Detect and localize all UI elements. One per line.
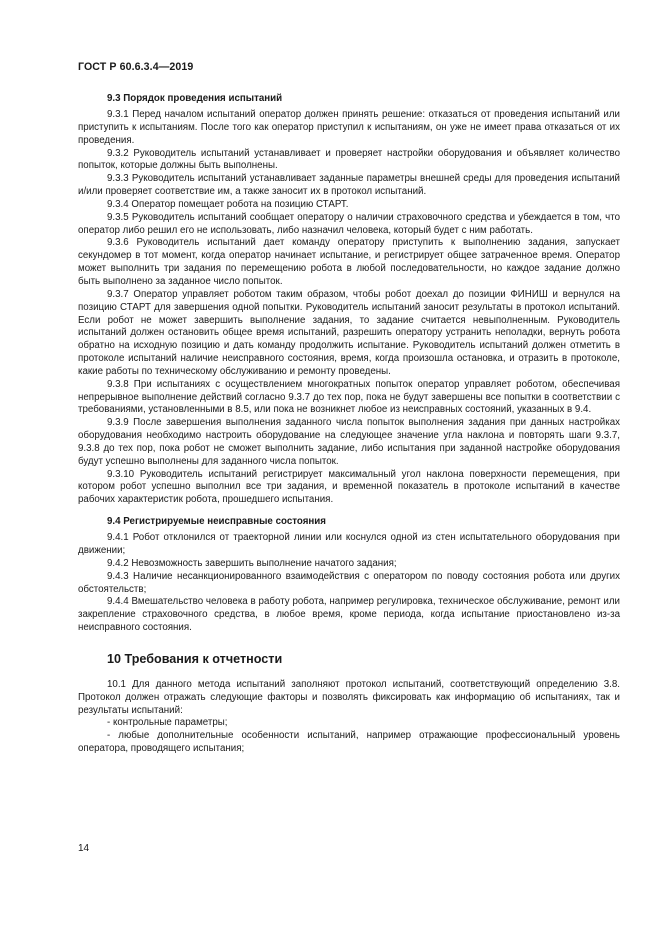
paragraph-9-3-5: 9.3.5 Руководитель испытаний сообщает оператору о наличии страховочного средства и убеждается в том, что оператор либо решил его не использовать, либо назначил человека, который будет с ним работать. (78, 211, 620, 236)
paragraph-9-3-10: 9.3.10 Руководитель испытаний регистрирует максимальный угол наклона поверхности перемещения, при котором робот успешно выполнил все три задания, и временной показатель в протоколе испытаний в качестве рабочих характеристик робота, прошедшего испытания. (78, 468, 620, 506)
document-header: ГОСТ Р 60.6.3.4—2019 (78, 61, 194, 73)
paragraph-9-3-7: 9.3.7 Оператор управляет роботом таким образом, чтобы робот доехал до позиции ФИНИШ и вернулся на позицию СТАРТ для завершения одной попытки. Руководитель испытаний заносит результаты в протокол испытаний. Если робот не может завершить выполнение задания, то задание считается невыполненным. Руководитель испытаний должен остановить общее время испытаний, разрешить оператору устранить неполадки, вернуть робота обратно на исходную позицию и дать команду продолжить испытание. Руководитель испытаний должен отметить в протоколе испытаний наличие неисправного состояния, время, когда произошла остановка, и отразить в протоколе, какие работы по техническому обслуживанию и ремонту проведены. (78, 288, 620, 377)
paragraph-9-3-3: 9.3.3 Руководитель испытаний устанавливает заданные параметры внешней среды для проведения испытаний и/или проверяет соответствие им, а также заносит их в протокол испытаний. (78, 173, 620, 198)
section-title-9-3: 9.3 Порядок проведения испытаний (107, 93, 283, 104)
paragraph-9-4-1: 9.4.1 Робот отклонился от траекторной линии или коснулся одной из стен испытательного оборудования при движении; (78, 532, 620, 556)
paragraph-9-4-3: 9.4.3 Наличие несанкционированного взаимодействия с оператором по поводу состояния робота или других обстоятельств; (78, 570, 620, 595)
paragraph-9-3-4: 9.3.4 Оператор помещает робота на позицию СТАРТ. (107, 198, 349, 210)
section-title-9-4: 9.4 Регистрируемые неисправные состояния (107, 516, 326, 528)
list-item-control-params: - контрольные параметры; (107, 717, 228, 729)
paragraph-9-3-9: 9.3.9 После завершения выполнения заданного числа попыток выполнения задания при данных настройках оборудования необходимо настроить оборудование на следующее значение угла наклона и повторять шаги 9.3.7, 9.3.8 до тех пор, пока робот не сможет выполнить задание, либо испытания при заданной настройке оборудования будут успешно выполнены для заданного числа попыток. (78, 417, 620, 467)
paragraph-9-4-2: 9.4.2 Невозможность завершить выполнение начатого задания; (107, 557, 397, 569)
paragraph-9-3-8: 9.3.8 При испытаниях с осуществлением многократных попыток оператор управляет роботом, обеспечивая непрерывное выполнение действий согласно 9.3.7 до тех пор, пока не будут завершены все попытки в соответствии с требованиями, установленными в 8.5, или пока не возникнет любое из неисправных состояний, указанных в 9.4. (78, 378, 620, 416)
section-title-10: 10 Требования к отчетности (107, 651, 283, 666)
paragraph-9-3-1: 9.3.1 Перед началом испытаний оператор должен принять решение: отказаться от проведения испытаний или приступить к испытаниям. После того как оператор приступил к испытаниям, он уже не имеет права отказаться от их проведения. (78, 109, 620, 146)
paragraph-9-3-2: 9.3.2 Руководитель испытаний устанавливает и проверяет настройки оборудования и объявляет количество попыток, которые должны быть выполнены. (78, 147, 620, 172)
page-number: 14 (78, 843, 90, 854)
paragraph-9-4-4: 9.4.4 Вмешательство человека в работу робота, например регулировка, техническое обслуживание, ремонт или закрепление страховочного средства, в любое время, кроме периода, когда испытание приостановлено из-за неисправного состояния. (78, 596, 620, 634)
list-item-additional-features: - любые дополнительные особенности испытаний, например отражающие профессиональный уровень оператора, проводящего испытания; (78, 730, 620, 755)
paragraph-10-1: 10.1 Для данного метода испытаний заполняют протокол испытаний, соответствующий определению 3.8. Протокол должен отражать следующие факторы и позволять фиксировать как информацию об испытаниях, так и результаты испытаний: (78, 678, 620, 716)
section-gap (78, 507, 620, 516)
paragraph-9-3-6: 9.3.6 Руководитель испытаний дает команду оператору приступить к выполнению задания, запускает секундомер в тот момент, когда оператор начинает испытание, и регистрирует общее затраченное время. Оператор может выполнить три задания по перемещению робота в любой последовательности, но каждое задание должно быть выполнено за заданное число попыток. (78, 237, 620, 287)
page-body (78, 93, 620, 756)
